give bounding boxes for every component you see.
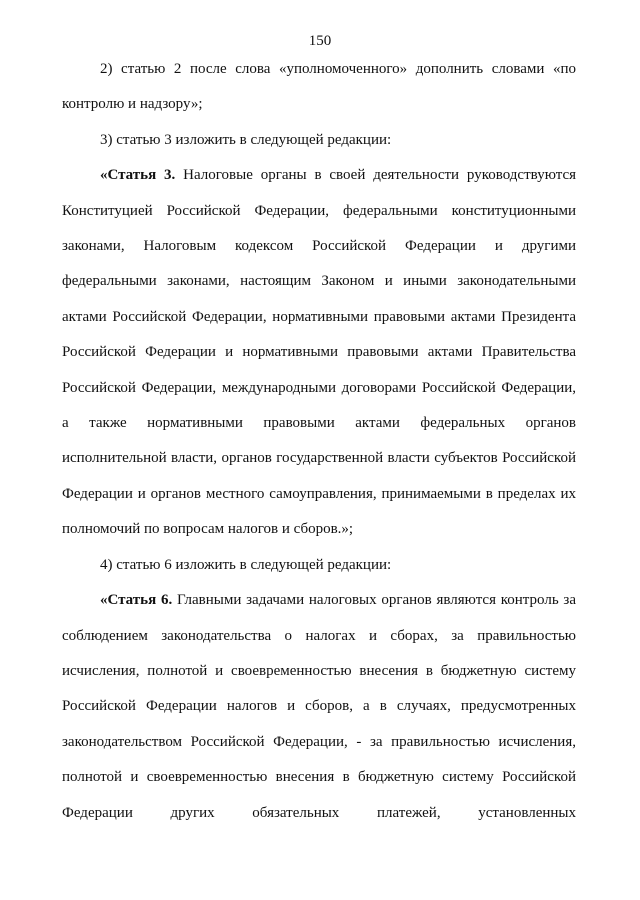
paragraph-amendment-article-3 (62, 123, 576, 158)
paragraph-amendment-article-6 (62, 548, 576, 583)
page-number: 150 (308, 33, 332, 49)
document-body (62, 52, 576, 831)
paragraph-text: 3) статью 3 изложить в следующей редакции: (100, 131, 392, 148)
paragraph-text: Главными задачами налоговых органов являются контроль за соблюдением законодательства о налогах и сборах, за правильностью исчисления, полнотой и своевременностью внесения в бюджетную систему Российской Федерации налогов и сборов, а в случаях, предусмотренных законодательством Российской Федерации, - за правильностью исчисления, полнотой и своевременностью внесения в бюджетную систему Российской Федерации других обязательных платежей, установленных (62, 592, 576, 821)
paragraph-article-6-text (62, 583, 576, 831)
article-6-heading: «Статья 6. (100, 592, 173, 609)
paragraph-text: Налоговые органы в своей деятельности руководствуются Конституцией Российской Федерации, федеральными конституционными законами, Налоговым кодексом Российской Федерации и другими федеральными законами, настоящим Законом и иными законодательными актами Российской Федерации, нормативными правовыми актами Президента Российской Федерации и нормативными правовыми актами Правительства Российской Федерации, международными договорами Российской Федерации, а также нормативными правовыми актами федеральных органов исполнительной власти, органов государственной власти субъектов Российской Федерации и органов местного самоуправления, принимаемыми в пределах их полномочий по вопросам налогов и сборов.»; (62, 167, 577, 538)
article-3-heading: «Статья 3. (100, 167, 176, 184)
paragraph-text: 4) статью 6 изложить в следующей редакции: (100, 556, 392, 573)
paragraph-article-3-text (62, 158, 576, 547)
paragraph-text: 2) статью 2 после слова «уполномоченного» дополнить словами «по контролю и надзору»; (62, 61, 576, 113)
paragraph-amendment-article-2 (62, 52, 576, 123)
